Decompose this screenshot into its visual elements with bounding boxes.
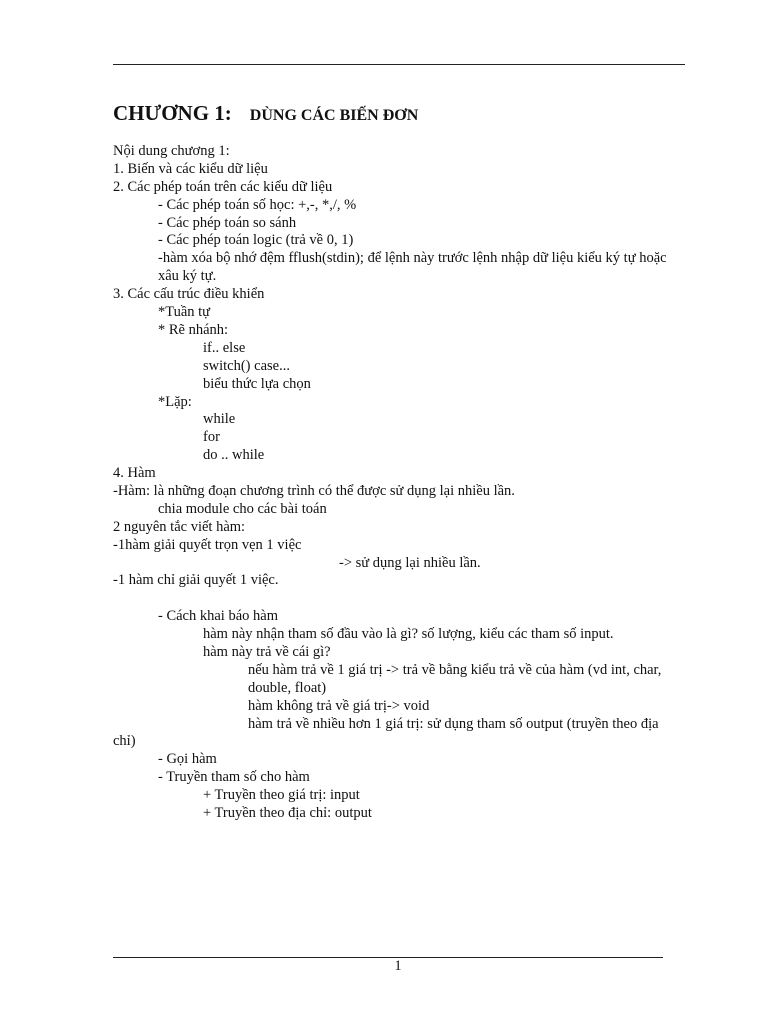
if-else-line: if.. else — [203, 339, 246, 356]
chapter-heading — [113, 101, 418, 126]
blank-line — [113, 590, 688, 608]
return-one-line: nếu hàm trả về 1 giá trị -> trả về bằng kiểu trả về của hàm (vd int, char, double, float) — [248, 661, 662, 696]
list-item-4: 4. Hàm — [113, 465, 156, 482]
reuse-line: -> sử dụng lại nhiều lần. — [339, 554, 481, 571]
chapter-number: CHƯƠNG 1: — [113, 101, 232, 125]
intro-line: Nội dung chương 1: — [113, 143, 230, 159]
document-body — [113, 143, 688, 823]
call-line: - Gọi hàm — [158, 751, 217, 768]
declare-input-line: hàm này nhận tham số đầu vào là gì? số lượng, kiểu các tham số input. — [203, 626, 614, 643]
list-item-2: 2. Các phép toán trên các kiểu dữ liệu — [113, 178, 333, 195]
principles-line: 2 nguyên tắc viết hàm: — [113, 518, 246, 535]
switch-case-line: switch() case... — [203, 357, 290, 374]
function-module-line: chia module cho các bài toán — [158, 500, 327, 517]
declare-return-line: hàm này trả về cái gì? — [203, 643, 331, 660]
function-definition: -Hàm: là những đoạn chương trình có thể được sử dụng lại nhiều lần. — [113, 482, 515, 499]
branch-line: * Rẽ nhánh: — [158, 321, 229, 338]
declare-line: - Cách khai báo hàm — [158, 608, 278, 625]
return-many-continued: chỉ) — [113, 733, 136, 750]
while-line: while — [203, 411, 236, 428]
sequence-line: *Tuần tự — [158, 304, 211, 321]
pass-ref-line: + Truyền theo địa chỉ: output — [203, 805, 372, 822]
return-many-line: hàm trả về nhiều hơn 1 giá trị: sử dụng tham số output (truyền theo địa — [248, 715, 659, 732]
list-item-1: 1. Biến và các kiểu dữ liệu — [113, 160, 268, 177]
chapter-title: DÙNG CÁC BIẾN ĐƠN — [249, 107, 419, 124]
return-void-line: hàm không trả về giá trị-> void — [248, 697, 430, 714]
list-item-3: 3. Các cấu trúc điều khiển — [113, 286, 265, 303]
logic-ops-line: - Các phép toán logic (trả về 0, 1) — [158, 232, 354, 249]
principle-2-line: -1 hàm chỉ giải quyết 1 việc. — [113, 572, 279, 589]
do-while-line: do .. while — [203, 447, 265, 464]
loop-line: *Lặp: — [158, 393, 192, 410]
header-rule — [113, 64, 685, 65]
pass-line: - Truyền tham số cho hàm — [158, 769, 310, 786]
pass-value-line: + Truyền theo giá trị: input — [203, 787, 360, 804]
arith-ops-line: - Các phép toán số học: +,-, *,/, % — [158, 196, 357, 213]
compare-ops-line: - Các phép toán so sánh — [158, 214, 297, 231]
principle-1-line: -1hàm giải quyết trọn vẹn 1 việc — [113, 536, 302, 553]
for-line: for — [203, 429, 220, 446]
fflush-note: -hàm xóa bộ nhớ đệm fflush(stdin); để lệnh này trước lệnh nhập dữ liệu kiểu ký tự hoặc xâu ký tự. — [158, 250, 667, 285]
page-number: 1 — [394, 958, 402, 974]
cond-expr-line: biểu thức lựa chọn — [203, 375, 311, 392]
